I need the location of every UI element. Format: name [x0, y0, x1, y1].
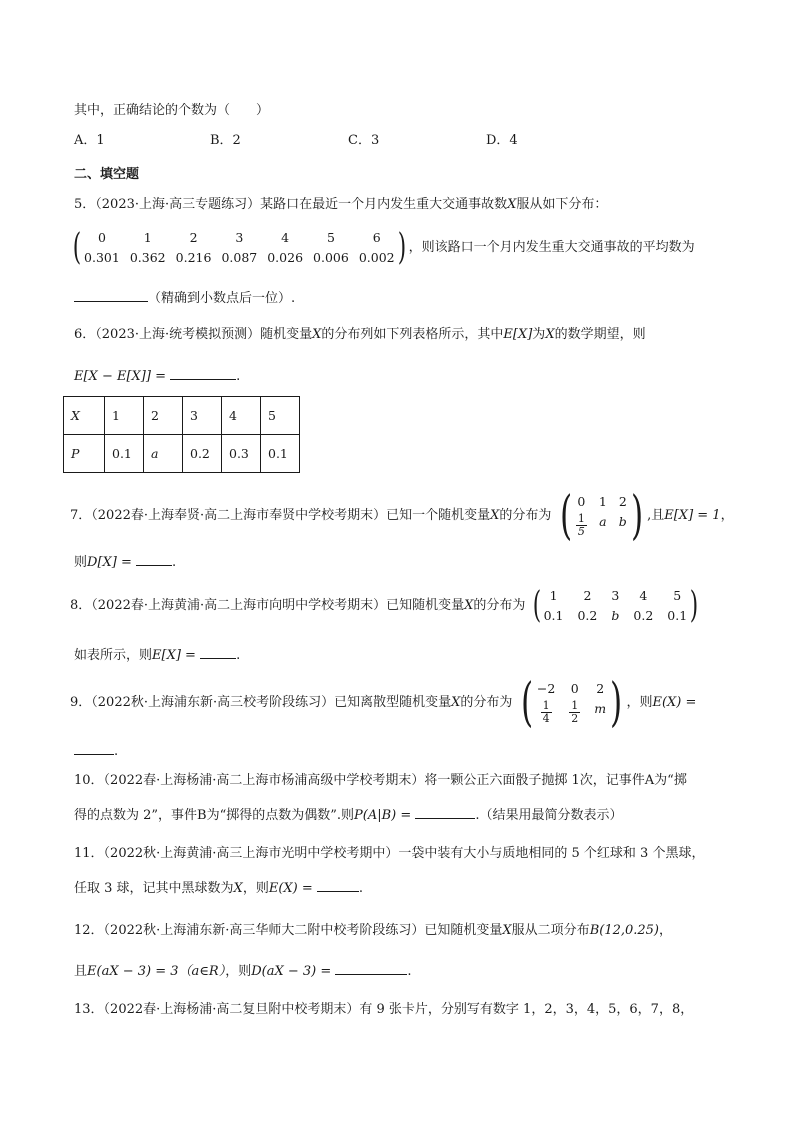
q5-text: 5．（2023·上海·高三专题练习）某路口在最近一个月内发生重大交通事故数 — [74, 197, 508, 212]
section-title: 二、填空题 — [74, 167, 140, 182]
q6-line1: 6．（2023·上海·统考模拟预测）随机变量X的分布列如下列表格所示，其中E[X]为X的数学期望，则 — [74, 327, 646, 342]
q5-answer-blank[interactable] — [74, 287, 148, 302]
q9-line2: . — [74, 740, 118, 762]
table-row: X 1 2 3 4 5 — [64, 397, 300, 435]
q5-line2 — [70, 226, 695, 270]
q11-line2: 任取 3 球，记其中黑球数为X，则E(X) = . — [74, 877, 363, 899]
q4-stem: 其中，正确结论的个数为（ ） — [74, 103, 270, 118]
q9-answer-blank[interactable] — [74, 740, 114, 755]
q5-text-tail: 服从如下分布： — [516, 197, 608, 212]
q8-distribution-matrix: ( 1 2 3 4 5 0.1 0.2 b 0.2 0.1 ) — [532, 584, 699, 626]
q11-answer-blank[interactable] — [317, 877, 359, 892]
q4-option-c: C．3 — [348, 133, 380, 148]
q9-line1: 9．（2022秋·上海浦东新·高三校考阶段练习）已知离散型随机变量X的分布为 ( −2 0 2 $\frac{1}{4}$ $\frac{1}{2}$ m ) ，则E(X) = — [70, 672, 697, 733]
q7-answer-blank[interactable] — [136, 551, 172, 566]
q6-expression: E[X − E[X]] = — [74, 369, 166, 384]
q5-tail: （精确到小数点后一位） — [148, 291, 292, 306]
q8-line1: 8．（2022春·上海黄浦·高二上海市向明中学校考期末）已知随机变量X的分布为 ( 1 2 3 4 5 0.1 0.2 b 0.2 0.1 ) — [70, 584, 701, 628]
q7-line1: 7．（2022春·上海奉贤·高二上海市奉贤中学校考期末）已知一个随机变量X的分布为 ( 0 1 2 $\frac{1}{5}$ a b ) ,且E[X] = 1， — [70, 485, 734, 546]
q12-line1: 12．（2022秋·上海浦东新·高三华师大二附中校考阶段练习）已知随机变量X服从二项分布B(12,0.25)， — [74, 923, 673, 938]
q5-var: X — [507, 197, 517, 212]
q5-distribution-matrix: ( 0 1 2 3 4 5 6 0.301 0.362 0.216 0.087 0.026 0.006 0.002 ) — [72, 226, 406, 268]
q5-line3: （精确到小数点后一位）. — [74, 287, 295, 309]
q4-option-a: A．1 — [74, 133, 105, 148]
q9-distribution-matrix: ( −2 0 2 $\frac{1}{4}$ $\frac{1}{2}$ m ) — [520, 672, 623, 733]
q12-answer-blank[interactable] — [335, 960, 407, 975]
q4-option-b: B．2 — [210, 133, 241, 148]
q7-distribution-matrix: ( 0 1 2 $\frac{1}{5}$ a b ) — [559, 485, 644, 546]
q8-answer-blank[interactable] — [200, 644, 236, 659]
q6-line2: E[X − E[X]] = . — [74, 365, 240, 387]
q6-answer-blank[interactable] — [170, 365, 236, 380]
q10-answer-blank[interactable] — [415, 804, 475, 819]
q5-after-text: ，则该路口一个月内发生重大交通事故的平均数为 — [408, 240, 695, 255]
q10-line1: 10．（2022春·上海杨浦·高二上海市杨浦高级中学校考期末）将一颗公正六面骰子抛掷 1次，记事件A为“掷 — [74, 773, 687, 788]
q13-line1: 13．（2022春·上海杨浦·高二复旦附中校考期末）有 9 张卡片，分别写有数字 1，2，3，4，5，6，7，8， — [74, 1002, 694, 1017]
q10-line2: 得的点数为 2”，事件B为“掷得的点数为偶数”.则P(A|B) = .（结果用最简分数表示） — [74, 804, 623, 826]
table-row: P 0.1 a 0.2 0.3 0.1 — [64, 435, 300, 473]
q11-line1: 11．（2022秋·上海黄浦·高三上海市光明中学校考期中）一袋中装有大小与质地相同的 5 个红球和 3 个黑球， — [74, 846, 705, 861]
q6-distribution-table — [63, 396, 300, 473]
q7-line2: 则D[X] = . — [74, 551, 176, 573]
q5-line1 — [74, 195, 607, 215]
q12-line2: 且E(aX − 3) = 3（a∈R），则D(aX − 3) = . — [74, 960, 412, 982]
q8-line2: 如表所示，则E[X] = . — [74, 644, 240, 666]
q4-option-d: D．4 — [486, 133, 518, 148]
